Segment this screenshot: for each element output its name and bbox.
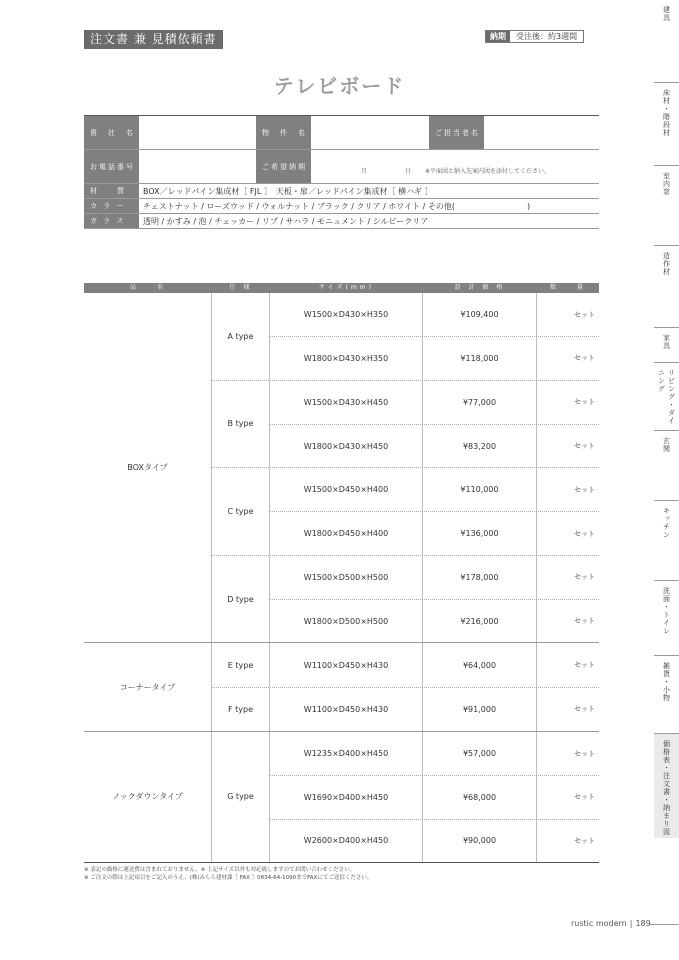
price-cell: ¥57,000 <box>423 732 537 775</box>
sidebar-tab[interactable] <box>654 733 679 838</box>
quantity-cell[interactable]: セット <box>574 749 595 758</box>
size-cell: W1800×D430×H350 <box>270 337 423 379</box>
size-cell: W1100×D450×H430 <box>270 643 423 686</box>
date-note: ※平面図と納入先案内図を添付してください。 <box>425 168 551 175</box>
company-label: 貴 社 名 <box>84 116 139 149</box>
color-options[interactable]: チェストナット / ローズウッド / ウォルナット / ブラック / クリア / ホワイト / その他( ) <box>143 201 531 211</box>
quantity-cell[interactable]: セット <box>574 310 595 319</box>
price-cell: ¥90,000 <box>423 820 537 862</box>
sidebar-tab-label: 家具 <box>662 334 671 350</box>
sidebar-tab[interactable] <box>654 327 679 360</box>
size-cell: W1500×D430×H350 <box>270 293 423 336</box>
color-label: カ ラ ー <box>84 199 139 213</box>
header-size: サイズ(mm) <box>319 284 374 291</box>
quantity-cell[interactable]: セット <box>574 836 595 845</box>
quantity-cell[interactable]: セット <box>574 573 595 582</box>
product-group-name: BOXタイプ <box>84 293 212 642</box>
sidebar-tab[interactable] <box>654 500 679 578</box>
table-row <box>270 599 599 642</box>
footnote: ※ 表記の価格に運送費は含まれておりません。※ 上記サイズ以外も対応致しますのでお問い合わせください。 <box>84 867 356 873</box>
table-row <box>270 468 599 511</box>
project-label: 物 件 名 <box>256 116 311 149</box>
price-cell: ¥91,000 <box>423 688 537 731</box>
sidebar-tab-label: 玄関 <box>662 437 671 453</box>
price-cell: ¥83,200 <box>423 425 537 467</box>
size-cell: W1500×D500×H500 <box>270 556 423 599</box>
sidebar-tab-label: 床材・階段材 <box>662 89 671 137</box>
product-group <box>84 293 599 642</box>
price-table <box>84 283 599 863</box>
header-product: 品 名 <box>129 284 166 291</box>
sidebar-tab[interactable] <box>654 0 679 80</box>
size-cell: W1235×D400×H450 <box>270 732 423 775</box>
sidebar-tab-label: 室内窓 <box>662 172 671 196</box>
sidebar-tab[interactable] <box>654 655 679 731</box>
quantity-cell[interactable]: セット <box>574 617 595 626</box>
date-field[interactable] <box>311 150 550 183</box>
product-group <box>84 642 599 731</box>
size-cell: W1800×D450×H400 <box>270 512 423 554</box>
sidebar-tab-label: 造作材 <box>662 252 671 276</box>
spec-type <box>212 732 599 862</box>
price-cell: ¥68,000 <box>423 776 537 818</box>
spec-type-name: D type <box>212 556 270 643</box>
page-footer: rustic modern | 189 <box>571 919 651 928</box>
spec-type <box>212 380 599 468</box>
size-cell: W1690×D400×H450 <box>270 776 423 818</box>
quantity-cell[interactable]: セット <box>574 705 595 714</box>
price-cell: ¥118,000 <box>423 337 537 379</box>
sidebar-tab[interactable] <box>654 245 679 325</box>
month-label: 月 <box>361 168 368 175</box>
phone-field[interactable] <box>139 150 256 183</box>
table-row <box>270 643 599 686</box>
price-cell: ¥216,000 <box>423 600 537 642</box>
sidebar-tab-label: キッチン <box>662 507 671 539</box>
price-cell: ¥178,000 <box>423 556 537 599</box>
date-label: ご希望納期 <box>256 150 311 183</box>
table-row <box>270 424 599 467</box>
sidebar-tab-label: リビング・ダイニング <box>657 369 676 425</box>
sidebar-tab-label: 建具 <box>662 6 671 22</box>
table-row <box>270 511 599 554</box>
size-cell: W1500×D450×H400 <box>270 468 423 511</box>
delivery-box <box>485 30 584 43</box>
glass-label: ガ ラ ス <box>84 214 139 228</box>
header-price: 設 計 価 格 <box>454 284 506 291</box>
price-table-header <box>84 283 599 293</box>
spec-type <box>212 467 599 555</box>
table-row <box>270 336 599 379</box>
phone-label: お電話番号 <box>84 150 139 183</box>
quantity-cell[interactable]: セット <box>574 793 595 802</box>
table-row <box>270 819 599 862</box>
size-cell: W1800×D430×H450 <box>270 425 423 467</box>
sidebar-tab-label: 雑貨・小物 <box>662 662 671 702</box>
quantity-cell[interactable]: セット <box>574 442 595 451</box>
staff-field[interactable] <box>484 116 599 149</box>
table-row <box>270 775 599 818</box>
quantity-cell[interactable]: セット <box>574 354 595 363</box>
footnote: ※ ご注文の際は上記項目をご記入のうえ、(株)みらら建材課［ FAX ］0834-64-1090までFAXにてご送信ください。 <box>84 875 373 881</box>
table-row <box>270 732 599 775</box>
order-form <box>84 115 599 229</box>
sidebar-tab[interactable] <box>654 362 679 428</box>
product-group-name: ノックダウンタイプ <box>84 732 212 862</box>
material-value: BOX／レッドパイン集成材［ FJL ］ 天板・扉／レッドパイン集成材［ 横ハギ ］ <box>143 186 433 196</box>
material-label: 材 質 <box>84 184 139 198</box>
spec-type-name: G type <box>212 732 270 862</box>
sidebar-tab-label: 洗面・トイレ <box>662 587 671 635</box>
product-group-name: コーナータイプ <box>84 643 212 731</box>
price-cell: ¥109,400 <box>423 293 537 336</box>
page-title: テレビボード <box>273 74 406 98</box>
spec-type-name: A type <box>212 293 270 380</box>
category-sidebar <box>654 0 679 960</box>
quantity-cell[interactable]: セット <box>574 398 595 407</box>
delivery-label: 納期 <box>486 31 510 42</box>
spec-type <box>212 293 599 380</box>
sidebar-tab[interactable] <box>654 165 679 243</box>
price-cell: ¥64,000 <box>423 643 537 686</box>
quantity-cell[interactable]: セット <box>574 485 595 494</box>
spec-type <box>212 555 599 643</box>
quantity-cell[interactable]: セット <box>574 661 595 670</box>
size-cell: W1500×D430×H450 <box>270 381 423 424</box>
staff-label: ご担当者名 <box>429 116 484 149</box>
brand-name: rustic modern <box>571 919 627 928</box>
quantity-cell[interactable]: セット <box>574 529 595 538</box>
spec-type-name: F type <box>212 688 270 731</box>
footnotes <box>84 866 372 882</box>
price-cell: ¥136,000 <box>423 512 537 554</box>
spec-type-name: B type <box>212 381 270 468</box>
table-row <box>270 688 599 731</box>
header-spec: 仕 様 <box>229 284 253 291</box>
size-cell: W1800×D500×H500 <box>270 600 423 642</box>
table-row <box>270 381 599 424</box>
spec-type-name: C type <box>212 468 270 555</box>
table-row <box>270 293 599 336</box>
document-type-badge: 注文書 兼 見積依頼書 <box>84 30 223 49</box>
price-cell: ¥110,000 <box>423 468 537 511</box>
spec-type-name: E type <box>212 643 270 686</box>
spec-type <box>212 687 599 731</box>
sidebar-tab[interactable] <box>654 430 679 498</box>
table-row <box>270 556 599 599</box>
price-cell: ¥77,000 <box>423 381 537 424</box>
sidebar-tab-label: 価格表・注文書・納まり図 <box>662 740 671 836</box>
day-label: 日 <box>405 168 412 175</box>
size-cell: W1100×D450×H430 <box>270 688 423 731</box>
header-qty: 数 量 <box>549 284 586 291</box>
company-field[interactable] <box>139 116 256 149</box>
size-cell: W2600×D400×H450 <box>270 820 423 862</box>
footer-rule <box>650 924 679 925</box>
spec-type <box>212 643 599 686</box>
sidebar-tab[interactable] <box>654 82 679 162</box>
product-group <box>84 731 599 862</box>
delivery-value: 受注後：約3週間 <box>516 32 578 41</box>
glass-options[interactable]: 透明 / かすみ / 泡 / チェッカー / リブ / サハラ / モニュメント / シルビークリア <box>143 216 429 226</box>
sidebar-tab[interactable] <box>654 580 679 653</box>
page-number: 189 <box>635 919 651 928</box>
project-field[interactable] <box>311 116 429 149</box>
price-table-body <box>84 293 599 862</box>
